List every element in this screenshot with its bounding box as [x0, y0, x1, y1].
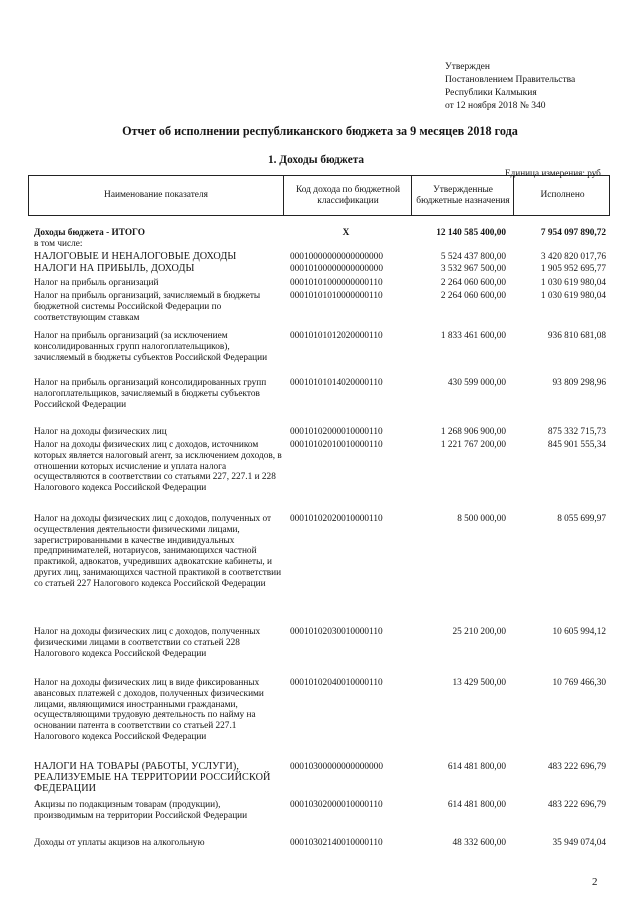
row-code: 00010102030010000110: [290, 627, 383, 637]
row-plan: 1 221 767 200,00: [440, 440, 506, 450]
row-name: Налог на доходы физических лиц с доходов, полученных от осуществления деятельности физическими лицами, зарегистрированными в качестве индивидуальных предпринимателей, нотариусов, занимающихся частной практикой, адвокатов, учредивших адвокатские кабинеты, и других лиц, занимающихся частной практикой в соответствии со статьей 227 Налогового кодекса Российской Федерации: [34, 514, 282, 589]
row-code: 00010101012020000110: [290, 331, 383, 341]
row-fact: 483 222 696,79: [547, 762, 606, 772]
row-code: 00010302140010000110: [290, 838, 383, 848]
row-name: НАЛОГИ НА ПРИБЫЛЬ, ДОХОДЫ: [34, 263, 195, 274]
row-plan: 5 524 437 800,00: [440, 252, 506, 262]
row-plan: 1 268 906 900,00: [440, 427, 506, 437]
row-plan: 614 481 800,00: [447, 762, 506, 772]
row-name: Налог на доходы физических лиц: [34, 427, 167, 437]
row-fact: 93 809 298,96: [552, 378, 606, 388]
row-name: НАЛОГИ НА ТОВАРЫ (РАБОТЫ, УСЛУГИ), РЕАЛИЗУЕМЫЕ НА ТЕРРИТОРИИ РОССИЙСКОЙ ФЕДЕРАЦИИ: [34, 761, 271, 794]
row-name: Налог на прибыль организаций, зачисляемый в бюджеты бюджетной системы Российской Федерации по соответствующим ставкам: [34, 291, 261, 323]
row-code: 00010101010000000110: [290, 291, 383, 301]
row-fact: 1 030 619 980,04: [540, 278, 606, 288]
row-plan: 13 429 500,00: [452, 678, 506, 688]
row-code: 00010102020010000110: [290, 514, 383, 524]
row-plan: 2 264 060 600,00: [440, 291, 506, 301]
row-fact: 3 420 820 017,76: [540, 252, 606, 262]
row-name: Акцизы по подакцизным товарам (продукции), производимым на территории Российской Федерации: [34, 800, 248, 821]
row-fact: 845 901 555,34: [547, 440, 606, 450]
header-plan: Утвержденные бюджетные назначения: [411, 176, 514, 215]
row-code: 00010000000000000000: [290, 252, 383, 262]
row-fact: 8 055 699,97: [557, 514, 606, 524]
row-plan: 3 532 967 500,00: [440, 264, 506, 274]
row-name: в том числе:: [34, 239, 83, 249]
row-name: Налог на прибыль организаций: [34, 278, 159, 288]
row-code: 00010101014020000110: [290, 378, 383, 388]
row-plan: 12 140 585 400,00: [436, 228, 506, 238]
row-name: Доходы от уплаты акцизов на алкогольную: [34, 838, 205, 848]
row-code: 00010300000000000000: [290, 762, 383, 772]
row-code: 00010102010010000110: [290, 440, 383, 450]
approval-line-2: Постановлением Правительства: [445, 75, 576, 85]
row-name: Налог на доходы физических лиц с доходов, источником которых является налоговый агент, за исключением доходов, в отношении которых исчисление и уплата налога осуществляются в соответствии со статьями 227, 227.1 и 228 Налогового кодекса Российской Федерации: [34, 440, 282, 494]
row-code: Х: [342, 228, 350, 238]
approval-line-1: Утвержден: [445, 62, 490, 72]
row-code: 00010102040010000110: [290, 678, 383, 688]
row-fact: 1 905 952 695,77: [540, 264, 606, 274]
row-fact: 1 030 619 980,04: [540, 291, 606, 301]
row-plan: 614 481 800,00: [447, 800, 506, 810]
row-plan: 8 500 000,00: [457, 514, 506, 524]
row-name: Доходы бюджета - ИТОГО: [34, 228, 145, 238]
row-plan: 1 833 461 600,00: [440, 331, 506, 341]
report-title: Отчет об исполнении республиканского бюджета за 9 месяцев 2018 года: [122, 124, 518, 138]
approval-line-4: от 12 ноября 2018 № 340: [445, 101, 546, 111]
row-fact: 483 222 696,79: [547, 800, 606, 810]
approval-block: [445, 61, 575, 113]
row-name: Налог на прибыль организаций консолидированных групп налогоплательщиков, зачисляемый в бюджеты субъектов Российской Федерации: [34, 378, 267, 410]
row-code: 00010100000000000000: [290, 264, 383, 274]
table-header: [28, 175, 610, 216]
page-number: 2: [592, 876, 598, 888]
row-plan: 25 210 200,00: [452, 627, 506, 637]
row-code: 00010101000000000110: [290, 278, 383, 288]
approval-line-3: Республики Калмыкия: [445, 88, 537, 98]
header-fact: Исполнено: [513, 176, 611, 215]
row-fact: 875 332 715,73: [547, 427, 606, 437]
row-plan: 430 599 000,00: [447, 378, 506, 388]
row-code: 00010302000010000110: [290, 800, 383, 810]
row-name: НАЛОГОВЫЕ И НЕНАЛОГОВЫЕ ДОХОДЫ: [34, 251, 237, 262]
row-name: Налог на доходы физических лиц в виде фиксированных авансовых платежей с доходов, полученных физическими лицами, являющимися иностранными гражданами, осуществляющими трудовую деятельность по найму на основании патента в соответствии со статьей 227.1 Налогового кодекса Российской Федерации: [34, 678, 264, 742]
row-fact: 10 769 466,30: [552, 678, 606, 688]
header-code: Код дохода по бюджетной классификации: [283, 176, 412, 215]
row-plan: 2 264 060 600,00: [440, 278, 506, 288]
row-fact: 35 949 074,04: [552, 838, 606, 848]
row-fact: 10 605 994,12: [552, 627, 606, 637]
row-plan: 48 332 600,00: [452, 838, 506, 848]
section-heading: 1. Доходы бюджета: [268, 154, 365, 166]
row-name: Налог на доходы физических лиц с доходов, полученных физическими лицами в соответствии со статьей 228 Налогового кодекса Российской Федерации: [34, 627, 261, 659]
row-code: 00010102000010000110: [290, 427, 383, 437]
row-name: Налог на прибыль организаций (за исключением консолидированных групп налогоплательщиков), зачисляемый в бюджеты субъектов Российской Федерации: [34, 331, 268, 363]
row-fact: 936 810 681,08: [547, 331, 606, 341]
header-name: Наименование показателя: [104, 190, 208, 200]
unit-of-measure: Единица измерения: руб.: [505, 168, 604, 178]
row-fact: 7 954 097 890,72: [540, 228, 606, 238]
